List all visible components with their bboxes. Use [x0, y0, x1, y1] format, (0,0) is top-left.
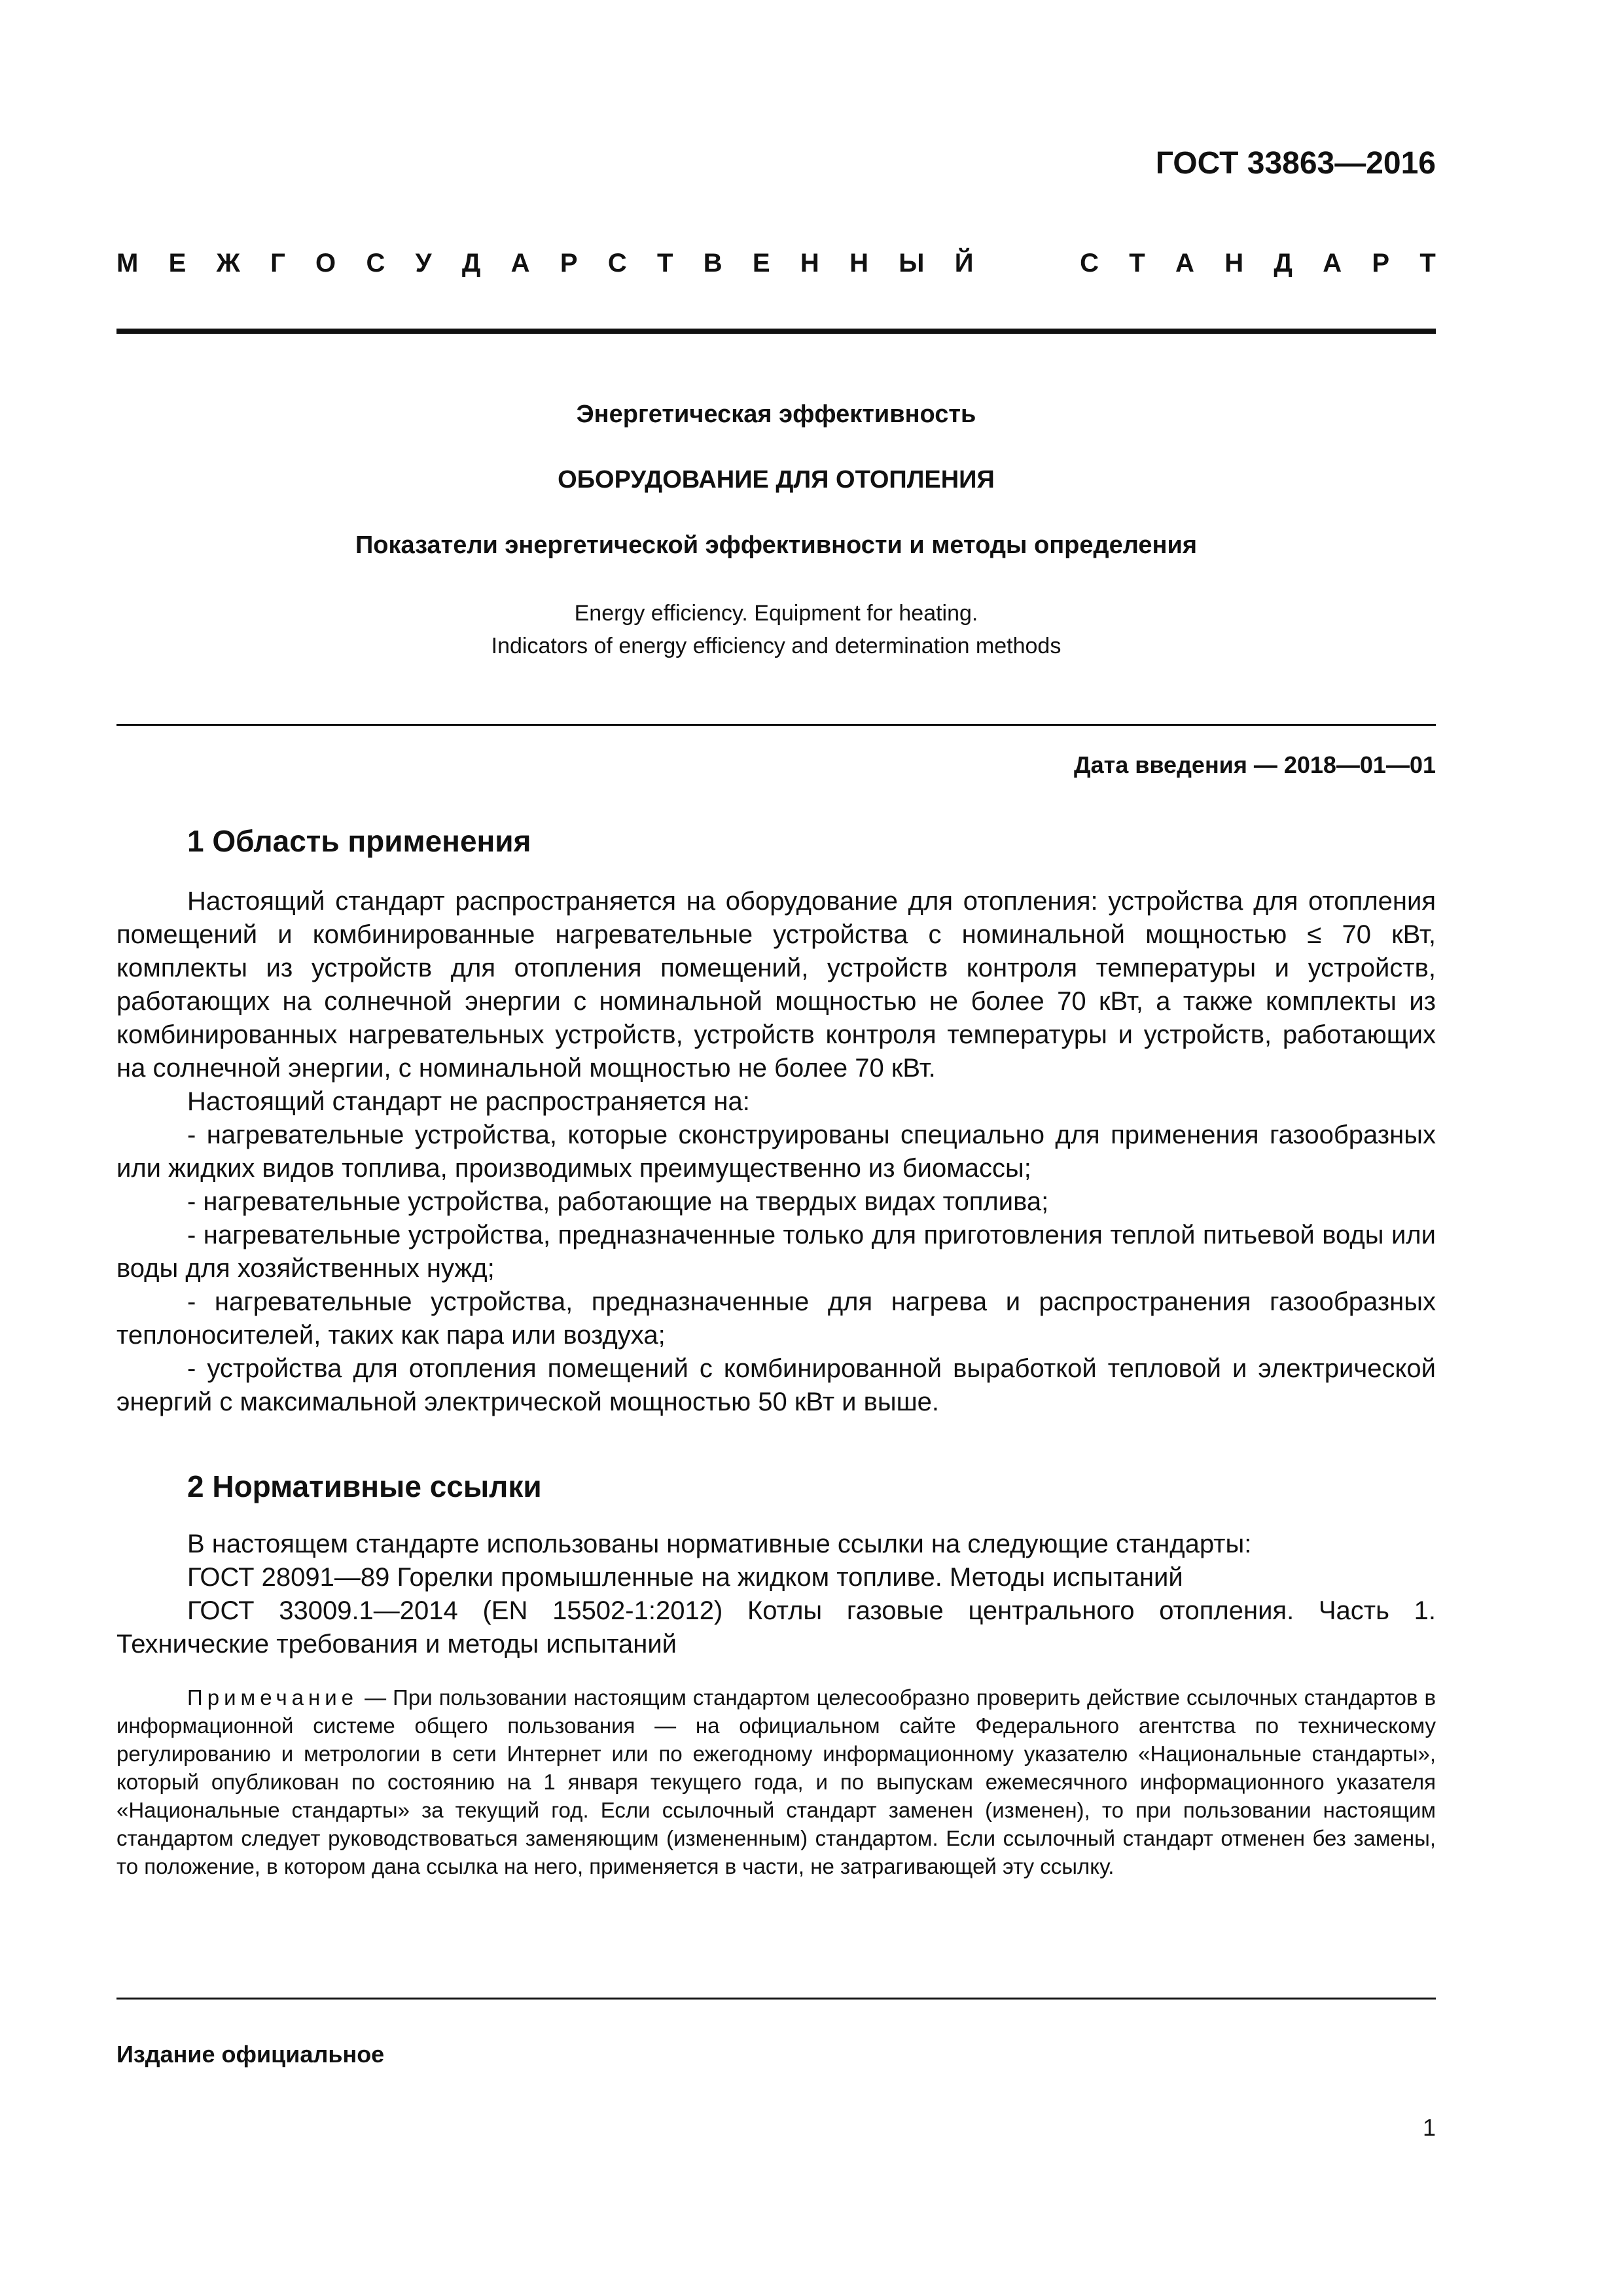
- header-letter: Т: [657, 249, 673, 278]
- note-label: Примечание: [187, 1685, 359, 1710]
- introduction-date: Дата введения — 2018—01—01: [1073, 751, 1436, 778]
- header-letter: Ы: [899, 249, 925, 278]
- section-1-paragraph: Настоящий стандарт не распространяется на:: [187, 1087, 750, 1116]
- header-letter: С: [1080, 249, 1099, 278]
- header-letter: Е: [168, 249, 187, 278]
- header-letter: Н: [800, 249, 819, 278]
- section-1-body: [116, 885, 1436, 1419]
- header-letter: Д: [461, 249, 481, 278]
- interstate-standard-header: [116, 249, 1436, 278]
- page-number: 1: [1422, 2114, 1436, 2141]
- reference-item: ГОСТ 33009.1—2014 (EN 15502-1:2012) Котлы газовые центрального отопления. Часть 1. Технические требования и методы испытаний: [116, 1596, 1436, 1659]
- header-letter: Р: [1372, 249, 1390, 278]
- english-title: [116, 597, 1436, 662]
- header-letter: А: [510, 249, 530, 278]
- section-2-paragraph: В настоящем стандарте использованы нормативные ссылки на следующие стандарты:: [187, 1530, 1252, 1558]
- header-letter: Н: [849, 249, 868, 278]
- note-text: — При пользовании настоящим стандартом целесообразно проверить действие ссылочных стандартов в информационной системе общего пользования — на официальном сайте Федерального агентства по техническому регулированию и метрологии в сети Интернет или по ежегодному информационному указателю «Национальные стандарты», который опубликован по состоянию на 1 января текущего года, и по выпускам ежемесячного информационного указателя «Национальные стандарты» за текущий год. Если ссылочный стандарт заменен (изменен), то при пользовании настоящим стандартом следует руководствоваться заменяющим (измененным) стандартом. Если ссылочный стандарт отменен без замены, то положение, в котором дана ссылка на него, применяется в части, не затрагивающей эту ссылку.: [116, 1685, 1436, 1878]
- header-letter: Т: [1419, 249, 1436, 278]
- header-letter: Е: [752, 249, 770, 278]
- section-1-list-item: - нагревательные устройства, которые сконструированы специально для применения газообразных или жидких видов топлива, производимых преимущественно из биомассы;: [116, 1121, 1436, 1183]
- title-line-2: ОБОРУДОВАНИЕ ДЛЯ ОТОПЛЕНИЯ: [558, 466, 995, 493]
- section-2-title: 2 Нормативные ссылки: [187, 1469, 542, 1503]
- reference-item: ГОСТ 28091—89 Горелки промышленные на жидком топливе. Методы испытаний: [187, 1563, 1183, 1592]
- header-letter: Й: [954, 249, 974, 278]
- header-word-gap: [1004, 249, 1050, 278]
- header-letter: У: [415, 249, 432, 278]
- section-1-list-item: - нагревательные устройства, предназначенные для нагрева и распространения газообразных теплоносителей, таких как пара или воздуха;: [116, 1287, 1436, 1350]
- header-letter: С: [607, 249, 627, 278]
- header-letter: Г: [270, 249, 285, 278]
- reference-note: [116, 1683, 1436, 1880]
- header-letter: В: [703, 249, 722, 278]
- section-1-list-item: - нагревательные устройства, предназначенные только для приготовления теплой питьевой воды или воды для хозяйственных нужд;: [116, 1221, 1436, 1283]
- reference-note-paragraph: [116, 1683, 1436, 1880]
- standard-code: ГОСТ 33863—2016: [1155, 146, 1436, 181]
- header-letter: О: [315, 249, 336, 278]
- english-title-line-2: Indicators of energy efficiency and determination methods: [491, 634, 1061, 658]
- section-1-paragraph: Настоящий стандарт распространяется на оборудование для отопления: устройства для отопления помещений и комбинированные нагревательные устройства с номинальной мощностью ≤ 70 кВт, комплекты из устройств для отопления помещений, устройств контроля температуры и устройств, работающих на солнечной энергии с номинальной мощностью не более 70 кВт, а также комплекты из комбинированных нагревательных устройств, устройств контроля температуры и устройств, работающих на солнечной энергии, с номинальной мощностью не более 70 кВт.: [116, 887, 1436, 1083]
- header-letter: Р: [560, 249, 578, 278]
- header-letter: Т: [1129, 249, 1145, 278]
- title-divider: [116, 724, 1436, 726]
- title-line-3: Показатели энергетической эффективности и методы определения: [355, 531, 1198, 559]
- section-1-list-item: - нагревательные устройства, работающие на твердых видах топлива;: [187, 1187, 1049, 1216]
- header-letter: Д: [1274, 249, 1293, 278]
- title-line-1: Энергетическая эффективность: [576, 401, 976, 428]
- header-letter: А: [1175, 249, 1194, 278]
- header-letter: М: [116, 249, 139, 278]
- header-letter: Ж: [216, 249, 240, 278]
- header-letter: А: [1323, 249, 1342, 278]
- header-divider: [116, 329, 1436, 334]
- section-1-list-item: - устройства для отопления помещений с комбинированной выработкой тепловой и электрической энергий с максимальной электрической мощностью 50 кВт и выше.: [116, 1354, 1436, 1416]
- section-1-title: 1 Область применения: [187, 824, 531, 858]
- header-letter: Н: [1224, 249, 1244, 278]
- header-letter: С: [366, 249, 385, 278]
- section-2-body: [116, 1528, 1436, 1661]
- english-title-line-1: Energy efficiency. Equipment for heating.: [574, 601, 978, 626]
- official-edition-label: Издание официальное: [116, 2041, 385, 2068]
- footer-divider: [116, 1998, 1436, 2000]
